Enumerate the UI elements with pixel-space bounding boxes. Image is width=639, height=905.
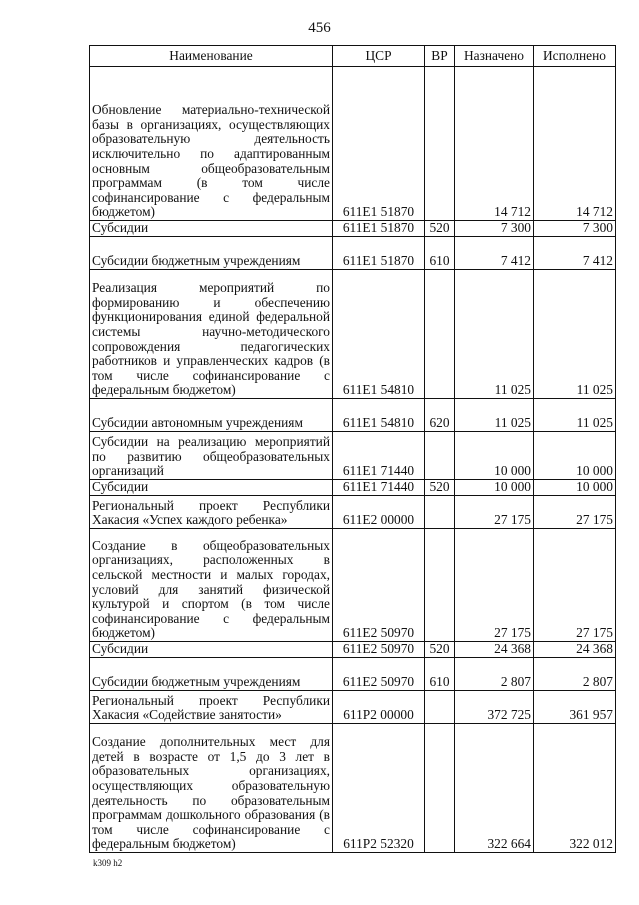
row-assigned: 7 300 <box>455 221 534 237</box>
row-assigned: 2 807 <box>455 658 534 691</box>
row-name: Создание в общеобразовательных организациях, расположенных в сельской местности и малых городах, условий для занятий физической культурой и спортом (в том числе софинансирование с федеральным бюджетом) <box>90 529 333 642</box>
row-executed: 10 000 <box>534 432 616 480</box>
table-row <box>90 270 616 399</box>
budget-table <box>89 45 616 853</box>
row-assigned: 14 712 <box>455 67 534 221</box>
row-vr: 610 <box>425 237 455 270</box>
row-assigned: 27 175 <box>455 496 534 529</box>
row-vr <box>425 724 455 853</box>
row-executed: 27 175 <box>534 529 616 642</box>
header-name: Наименование <box>90 46 333 67</box>
row-executed: 361 957 <box>534 691 616 724</box>
table-row <box>90 691 616 724</box>
header-assigned: Назначено <box>455 46 534 67</box>
page-number: 456 <box>308 20 331 36</box>
row-executed: 7 412 <box>534 237 616 270</box>
row-vr: 520 <box>425 480 455 496</box>
table-row <box>90 67 616 221</box>
row-name: Региональный проект Республики Хакасия «Успех каждого ребенка» <box>90 496 333 529</box>
row-vr: 520 <box>425 221 455 237</box>
row-csr: 611Е1 71440 <box>333 480 425 496</box>
row-executed: 14 712 <box>534 67 616 221</box>
row-csr: 611Е2 50970 <box>333 658 425 691</box>
table-row <box>90 221 616 237</box>
row-vr <box>425 691 455 724</box>
row-csr: 611Е2 50970 <box>333 642 425 658</box>
row-assigned: 11 025 <box>455 399 534 432</box>
row-executed: 24 368 <box>534 642 616 658</box>
table-row <box>90 432 616 480</box>
table-row <box>90 658 616 691</box>
row-name: Региональный проект Республики Хакасия «Содействие занятости» <box>90 691 333 724</box>
row-executed: 27 175 <box>534 496 616 529</box>
table-row <box>90 642 616 658</box>
row-assigned: 10 000 <box>455 480 534 496</box>
row-name: Субсидии <box>90 480 333 496</box>
row-assigned: 11 025 <box>455 270 534 399</box>
table-header-row <box>90 46 616 67</box>
footer-code: k309 h2 <box>93 858 123 868</box>
row-vr: 620 <box>425 399 455 432</box>
row-executed: 11 025 <box>534 270 616 399</box>
row-name: Субсидии автономным учреждениям <box>90 399 333 432</box>
row-name: Создание дополнительных мест для детей в возрасте от 1,5 до 3 лет в образовательных организациях, осуществляющих образовательную деятельность по образовательным программам дошкольного образования (в том числе софинансирование с федеральным бюджетом) <box>90 724 333 853</box>
row-csr: 611Е1 51870 <box>333 221 425 237</box>
row-assigned: 372 725 <box>455 691 534 724</box>
row-vr <box>425 496 455 529</box>
row-assigned: 322 664 <box>455 724 534 853</box>
row-vr <box>425 270 455 399</box>
row-executed: 7 300 <box>534 221 616 237</box>
row-csr: 611Е1 51870 <box>333 237 425 270</box>
row-vr: 520 <box>425 642 455 658</box>
row-name: Обновление материально-технической базы в организациях, осуществляющих образовательную деятельность исключительно по адаптированным основным общеобразовательным программам (в том числе софинансирование с федеральным бюджетом) <box>90 67 333 221</box>
header-csr: ЦСР <box>333 46 425 67</box>
table-row <box>90 399 616 432</box>
row-csr: 611Е2 00000 <box>333 496 425 529</box>
table-row <box>90 529 616 642</box>
table-row <box>90 724 616 853</box>
row-name: Субсидии бюджетным учреждениям <box>90 237 333 270</box>
row-assigned: 10 000 <box>455 432 534 480</box>
row-executed: 10 000 <box>534 480 616 496</box>
row-csr: 611Е1 54810 <box>333 270 425 399</box>
row-vr: 610 <box>425 658 455 691</box>
row-name: Реализация мероприятий по формированию и обеспечению функционирования единой федеральной системы научно-методического сопровождения педагогических работников и управленческих кадров (в том числе софинансирование с федеральным бюджетом) <box>90 270 333 399</box>
table-row <box>90 480 616 496</box>
row-csr: 611Е1 54810 <box>333 399 425 432</box>
row-vr <box>425 529 455 642</box>
row-executed: 2 807 <box>534 658 616 691</box>
row-executed: 322 012 <box>534 724 616 853</box>
header-vr: ВР <box>425 46 455 67</box>
row-csr: 611Е1 71440 <box>333 432 425 480</box>
row-assigned: 24 368 <box>455 642 534 658</box>
row-name: Субсидии на реализацию мероприятий по развитию общеобразовательных организаций <box>90 432 333 480</box>
row-executed: 11 025 <box>534 399 616 432</box>
row-name: Субсидии <box>90 221 333 237</box>
row-vr <box>425 432 455 480</box>
row-csr: 611Е1 51870 <box>333 67 425 221</box>
row-assigned: 27 175 <box>455 529 534 642</box>
header-executed: Исполнено <box>534 46 616 67</box>
row-vr <box>425 67 455 221</box>
row-name: Субсидии бюджетным учреждениям <box>90 658 333 691</box>
row-csr: 611Р2 00000 <box>333 691 425 724</box>
row-name: Субсидии <box>90 642 333 658</box>
row-csr: 611Р2 52320 <box>333 724 425 853</box>
row-assigned: 7 412 <box>455 237 534 270</box>
table-row <box>90 237 616 270</box>
table-row <box>90 496 616 529</box>
row-csr: 611Е2 50970 <box>333 529 425 642</box>
